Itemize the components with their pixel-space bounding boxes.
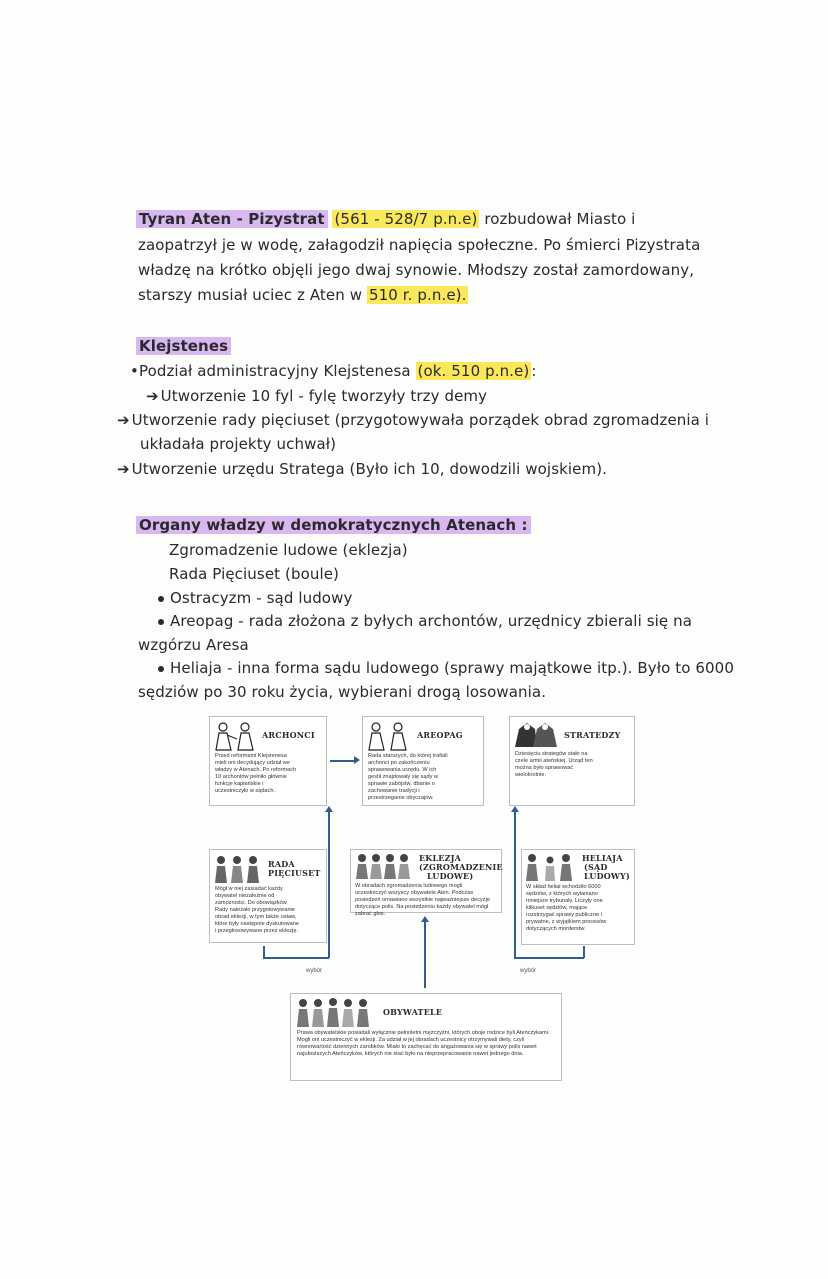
arrow-archonci-areopag [330,760,356,762]
line-to-areopag [328,812,330,958]
text: Utworzenie 10 fyl - fylę tworzyły trzy demy [160,387,488,405]
arrow-head-icon [325,806,333,812]
text: rozbudował Miasto i [479,210,636,228]
line-heliaja-up [583,946,585,958]
line-rada-wybor [263,957,329,959]
box-obywatele [290,993,562,1081]
rada-title-2: PIĘCIUSET [268,868,321,878]
wybor-label-right: wybór [520,968,537,974]
bullet-icon [158,666,164,672]
people-icon [354,852,416,880]
text: Areopag - rada złożona z byłych archontów, urzędnicy zbierali się na [170,612,692,630]
section-title-pizystrat: Tyran Aten - Pizystrat [136,210,328,228]
heliaja-title-3: LUDOWY) [584,871,630,881]
archonci-desc: Przed reformami Klejstenesa mieli oni decydujący udział we władzy w Atenach. Po reformach 10 archontów pełniło głównie funkcje kapłańskie i uczestniczyło w sądach. [215,753,297,794]
text: : [531,362,537,380]
heliaja-title-2: (SĄD [584,862,608,872]
bullet-icon [158,596,164,602]
eklezja-title-3: LUDOWE) [427,871,474,881]
box-eklezja [350,849,503,917]
rada-desc: Mógł w niej zasiadać każdy obywatel niezależnie od zamożności. Do obowiązków Rady należało przygotowywanie obrad eklezji, w tym także ustaw, które były następnie dyskutowane i przegłosowywane przez eklezję. [215,886,299,934]
klejstenes-item-2 [117,411,709,429]
section-title-organy: Organy władzy w demokratycznych Atenach : [136,516,531,534]
wybor-label-left: wybór [306,968,323,974]
bullet-icon [158,619,164,625]
text: Utworzenie rady pięciuset (przygotowywała porządek obrad zgromadzenia i [131,411,710,429]
arrow-head-icon [511,806,519,812]
bullet-icon: • [130,362,139,380]
people-icon [213,854,263,884]
box-rada-pieciuset [209,849,327,943]
tyran-line-4 [138,286,468,304]
organy-title-line [136,516,531,534]
text: Ostracyzm - sąd ludowy [170,589,353,607]
klejstenes-title-line [136,337,231,355]
people-icon [366,721,414,751]
arrow-head-icon [354,756,360,764]
organy-line-4 [158,612,692,630]
line-obywatele-eklezja [424,922,426,988]
box-archonci [209,716,327,806]
tyran-line-3: władzę na krótko objęli jego dwaj synowie. Młodszy został zamordowany, [138,261,695,279]
heliaja-title-1: HELIAJA [582,853,623,863]
eklezja-title-2: (ZGROMADZENIE [419,862,503,872]
klejstenes-item-3 [117,460,607,478]
arrow-right-icon: ➔ [146,387,159,405]
heliaja-desc: W skład heliai wchodziło 6000 sędziów, z których wylaniano mniejsze trybunały. Liczyły one kilkuset sędziów, mające rozstrzygać sprawy publiczne i prywatne, z wyjątkiem procesów dotyczących morderstw. [526,884,607,932]
text: Podział administracyjny Klejstenesa [138,362,416,380]
line-heliaja-wybor [514,957,584,959]
tyran-line-1 [136,210,635,228]
text: starszy musiał uciec z Aten w [138,286,367,304]
organy-line-4b: wzgórzu Aresa [138,636,249,654]
eklezja-title-1: EKLEZJA [419,853,462,863]
obywatele-title: OBYWATELE [383,1007,443,1017]
organy-line-3 [158,589,352,607]
organy-line-5b: sędziów po 30 roku życia, wybierani drogą losowania. [138,683,547,701]
box-heliaja [521,849,635,945]
date-highlight: (561 - 528/7 p.n.e) [334,210,478,228]
areopag-desc: Rada starszych, do której trafiali archonci po zakończeniu sprawowania urzędu. W ich gestii znajdowały się sądy w sprawie zabójstw, dbanie o zachowanie tradycji i przestrzeganie obyczajów. [368,753,448,801]
organy-line-2: Rada Pięciuset (boule) [169,565,339,583]
section-title-klejstenes: Klejstenes [136,337,231,355]
citizens-icon [295,996,379,1028]
eklezja-desc: W obradach zgromadzenia ludowego mogli uczestniczyć wszyscy obywatele Aten. Podczas posiedzeń omawiano wszystkie najważniejsze decyzje dotyczące polis. Na posiedzeniu każdy obywatel mógł zabrać głos. [355,883,490,917]
klejstenes-item-2-cont: układała projekty uchwał) [140,435,337,453]
date-highlight: (ok. 510 p.n.e) [417,362,530,380]
klejstenes-item-1 [146,387,487,405]
line-rada-up [263,946,265,958]
rada-title-1: RADA [268,859,295,869]
people-icon [524,852,576,882]
klejstenes-intro [130,362,536,380]
box-areopag [362,716,484,806]
archonci-title: ARCHONCI [262,730,315,740]
text: Heliaja - inna forma sądu ludowego (sprawy majątkowe itp.). Było to 6000 [170,659,734,677]
obywatele-desc: Prawa obywatelskie posiadali wyłącznie pełnoletni mężczyźni, których oboje rodzice byli Ateńczykami. Mogli oni uczestniczyć w eklezji. Za udział w jej obradach uczestnicy otrzymywali diety, czyli równowartość dziennych zarobków. Miało to zachęcać do angażowania się w sprawy polis nawet najuboższych Ateńczyków, których nie stać było na nieprzepracowanie nawet jednego dnia. [297,1030,550,1057]
arrow-right-icon: ➔ [117,460,130,478]
text: Utworzenie urzędu Stratega (Było ich 10, dowodzili wojskiem). [131,460,608,478]
warriors-icon [513,719,559,749]
stratedzy-title: STRATEDZY [564,730,621,740]
arrow-head-icon [421,916,429,922]
areopag-title: AREOPAG [417,730,463,740]
line-to-stratedzy [514,812,516,958]
box-stratedzy [509,716,635,806]
tyran-line-2: zaopatrzył je w wodę, załagodził napięcia społeczne. Po śmierci Pizystrata [138,236,701,254]
people-icon [213,721,261,751]
date-highlight: 510 r. p.n.e). [368,286,467,304]
organy-line-5 [158,659,734,677]
arrow-right-icon: ➔ [117,411,130,429]
organy-line-1: Zgromadzenie ludowe (eklezja) [169,541,408,559]
stratedzy-desc: Dziesięciu strategów stało na czele armii ateńskiej. Urząd ten można było sprawować wielokrotnie. [515,751,593,778]
